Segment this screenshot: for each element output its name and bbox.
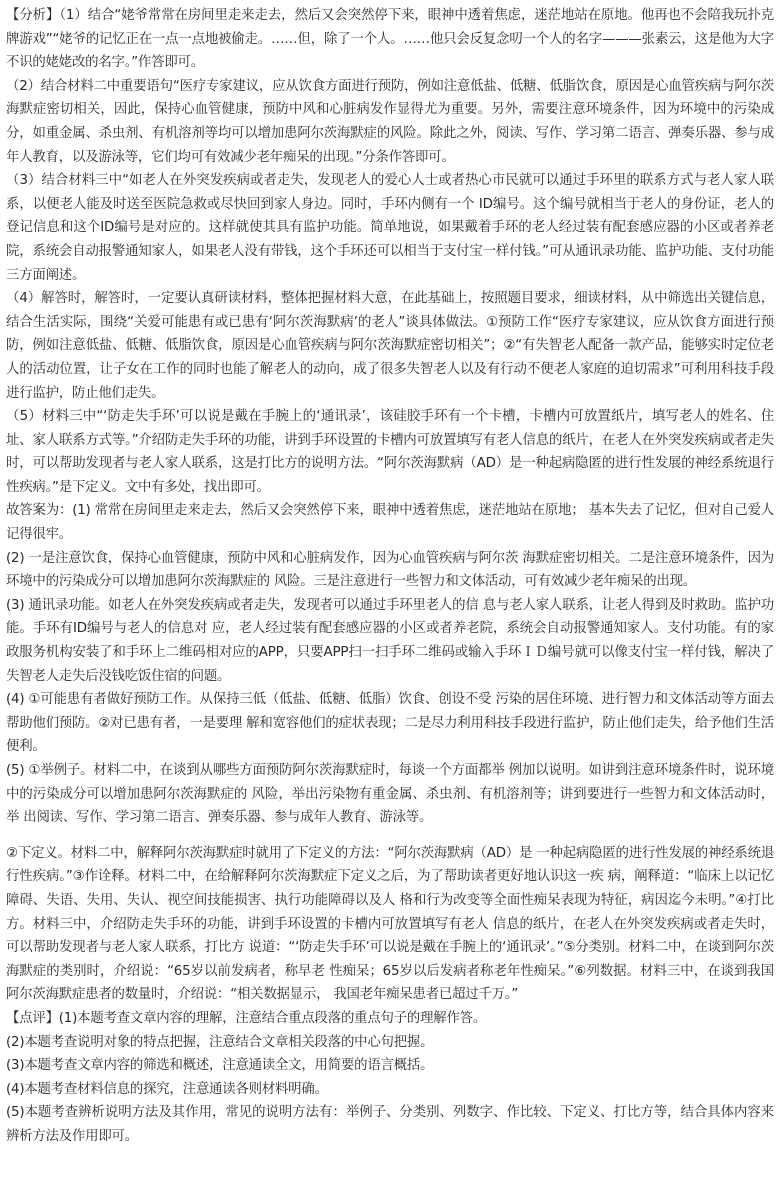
- comment-paragraph-1: 【点评】(1)本题考查文章内容的理解，注意结合重点段落的重点句子的理解作答。: [6, 1010, 487, 1026]
- comment-paragraph-3: (3)本题考查文章内容的筛选和概述，注意通读全文，用简要的语言概括。: [6, 1058, 434, 1074]
- answer-paragraph-4: (4) ①可能患有者做好预防工作。从保持三低（低盐、低糖、低脂）饮食、创设不受 污染的居住环境、进行智力和文体活动等方面去帮助他们预防。②对已患有者，一是要理 解和宽容他们的症状表现；二是尽力利用科技手段进行监护，防止他们走失，给予他们生活 便利。: [6, 692, 774, 755]
- analysis-paragraph-4: （4）解答时，解答时，一定要认真研读材料，整体把握材料大意，在此基础上，按照题目要求，细读材料，从中筛选出关键信息，结合生活实际，围绕“关爱可能患有或已患有‘阿尔茨海默病’的老人”谈具体做法。①预防工作“医疗专家建议，应从饮食方面进行预防，例如注意低盐、低糖、低脂饮食，原因是心血管疾病与阿尔茨海默症密切相关”；②“有失智老人配备一款产品，能够实时定位老人的活动位置，让子女在工作的同时也能了解老人的动向，成了很多失智老人以及有行动不便老人家庭的迫切需求”可利用科技手段进行监护，防止他们走失。: [6, 291, 774, 401]
- answer-paragraph-6: ②下定义。材料二中，解释阿尔茨海默症时就用了下定义的方法：“阿尔茨海默病（AD）是 一种起病隐匿的进行性发展的神经系统退行性疾病。”③作诠释。材料二中，在给解释阿尔茨海默症下定义之后，为了帮助读者更好地认识这一疾 病，阐释道：“临床上以记忆障碍、失语、失用、失认、视空间技能损害、执行功能障碍以及人 格和行为改变等全面性痴呆表现为特征，病因迄今未明。”④打比方。材料三中，介绍防走失手环的功能，讲到手环设置的卡槽内可放置填写有老人 信息的纸片，在老人在外突发疾病或者走失时，可以帮助发现者与老人家人联系，打比方 说道：“‘防走失手环’可以说是戴在手腕上的‘通讯录’。”⑤分类别。材料二中，在谈到阿尔茨海默症的类别时，介绍说：“65岁以前发病者，称早老 性痴呆；65岁以后发病者称老年性痴呆。”⑥列数据。材料三中，在谈到我国阿尔茨海默症患者的数量时，介绍说：“相关数据显示， 我国老年痴呆患者已超过千万。”: [6, 845, 774, 1003]
- answer-paragraph-3: (3) 通讯录功能。如老人在外突发疾病或者走失，发现者可以通过手环里老人的信 息与老人家人联系，让老人得到及时救助。监护功能。手环有ID编号与老人的信息对 应，老人经过装有配套感应器的小区或者养老院，系统会自动报警通知家人。支付功能。有的家政服务机构安装了和手环上二维码相对应的APP，只要APP扫一扫手环二维码或输入手环ＩＤ编号就可以像支付宝一样付钱，解决了失智老人走失后没钱吃饭住宿的问题。: [6, 597, 774, 684]
- paragraph-gap: [6, 830, 774, 842]
- answer-paragraph-1: 故答案为：(1) 常常在房间里走来走去，然后又会突然停下来，眼神中透着焦虑，迷茫地站在原地； 基本失去了记忆，但对自己爱人记得很牢。: [6, 503, 774, 543]
- comment-paragraph-4: (4)本题考查材料信息的探究，注意通读各则材料明确。: [6, 1081, 328, 1097]
- comment-paragraph-5: (5)本题考查辨析说明方法及其作用，常见的说明方法有：举例子、分类别、列数字、作比较、下定义、打比方等，结合具体内容来辨析方法及作用即可。: [6, 1105, 774, 1144]
- comment-paragraph-2: (2)本题考查说明对象的特点把握，注意结合文章相关段落的中心句把握。: [6, 1034, 434, 1050]
- answer-paragraph-2: (2) 一是注意饮食，保持心血管健康，预防中风和心脏病发作，因为心血管疾病与阿尔茨 海默症密切相关。二是注意环境条件，因为环境中的污染成分可以增加患阿尔茨海默症的 风险。三是注意进行一些智力和文体活动，可有效减少老年痴呆的出现。: [6, 550, 774, 590]
- answer-paragraph-5: (5) ①举例子。材料二中，在谈到从哪些方面预防阿尔茨海默症时，每谈一个方面都举 例加以说明。如讲到注意环境条件时，说环境中的污染成分可以增加患阿尔茨海默症的 风险，举出污染物有重金属、杀虫剂、有机溶剂等；讲到要进行一些智力和文体活动时，举 出阅读、写作、学习第二语言、弹奏乐器、参与成年人教育、游泳等。: [6, 763, 774, 826]
- analysis-paragraph-2: （2）结合材料二中重要语句“医疗专家建议，应从饮食方面进行预防，例如注意低盐、低糖、低脂饮食，原因是心血管疾病与阿尔茨海默症密切相关，因此，保持心血管健康，预防中风和心脏病发作显得尤为重要。另外，需要注意环境条件，因为环境中的污染成分，如重金属、杀虫剂、有机溶剂等均可以增加患阿尔茨海默症的风险。除此之外，阅读、写作、学习第二语言、弹奏乐器、参与成年人教育，以及游泳等，它们均可有效减少老年痴呆的出现。”分条作答即可。: [6, 78, 774, 165]
- analysis-paragraph-1: 【分析】（1）结合“姥爷常常在房间里走来走去，然后又会突然停下来，眼神中透着焦虑，迷茫地站在原地。他再也不会陪我玩扑克牌游戏”“姥爷的记忆正在一点一点地被偷走。……但，除了一个人。……他只会反复念叨一个人的名字———张素云，这是他为大字不识的姥姥改的名字。”作答即可。: [6, 8, 774, 71]
- analysis-paragraph-3: （3）结合材料三中“如老人在外突发疾病或者走失，发现老人的爱心人士或者热心市民就可以通过手环里的联系方式与老人家人联系，以便老人能及时送至医院急救或尽快回到家人身边。同时，手环内侧有一个 ID编号。这个编号就相当于老人的身份证，老人的登记信息和这个ID编号是对应的。这样就使其具有监护功能。简单地说，如果戴着手环的老人经过装有配套感应器的小区或者养老院，系统会自动报警通知家人，如果老人没有带钱，这个手环还可以相当于支付宝一样付钱。”可从通讯录功能、监护功能、支付功能三方面阐述。: [6, 173, 774, 283]
- analysis-paragraph-5: （5）材料三中“‘防走失手环’可以说是戴在手腕上的‘通讯录’，该硅胶手环有一个卡槽，卡槽内可放置纸片，填写老人的姓名、住址、家人联系方式等。”介绍防走失手环的功能，讲到手环设置的卡槽内可放置填写有老人信息的纸片，在老人在外突发疾病或者走失时，可以帮助发现者与老人家人联系，这是打比方的说明方法。“阿尔茨海默病（AD）是一种起病隐匿的进行性发展的神经系统退行性疾病。”是下定义。文中有多处，找出即可。: [6, 409, 774, 495]
